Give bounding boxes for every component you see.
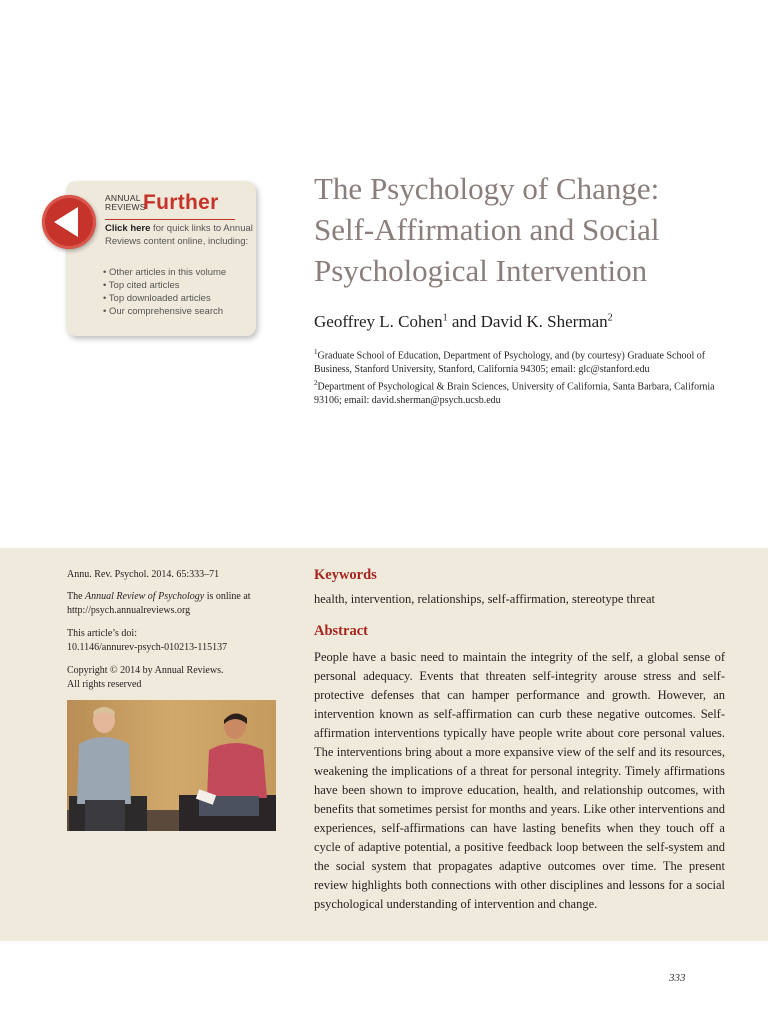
annual-reviews-logo: ANNUAL REVIEWS xyxy=(105,193,146,212)
further-link-search[interactable]: • Our comprehensive search xyxy=(103,306,224,317)
further-divider xyxy=(105,219,235,220)
further-link-other-articles[interactable]: • Other articles in this volume xyxy=(103,267,227,278)
affiliation-2: $^2$Department of Psychological & Brain Sciences, University of California, Santa Barbara, California 93106; email: david.sherman@psych.ucsb.edu xyxy=(314,379,715,407)
page-number: 333 xyxy=(669,972,686,984)
citation: Annu. Rev. Psychol. 2014. 65:333–71 xyxy=(67,569,220,580)
author-video-thumbnail[interactable] xyxy=(67,700,276,831)
online-notice: The Annual Review of Psychology is online at http://psych.annualreviews.org xyxy=(67,591,251,616)
further-label: Further xyxy=(143,191,219,214)
author-list: Geoffrey L. Cohen$^1$ and David K. Sherman$^2$ xyxy=(314,312,613,331)
doi-link[interactable]: 10.1146/annurev-psych-010213-115137 xyxy=(67,642,228,653)
click-here-link[interactable]: Click here xyxy=(105,223,151,234)
further-links-list xyxy=(103,266,226,318)
abstract-heading: Abstract xyxy=(314,623,368,639)
doi-block: This article’s doi: 10.1146/annurev-psych-010213-115137 xyxy=(67,627,287,655)
back-arrow-icon[interactable] xyxy=(42,195,96,249)
article-title: The Psychology of Change: Self-Affirmation and Social Psychological Intervention xyxy=(314,171,660,288)
affiliation-1: $^1$Graduate School of Education, Department of Psychology, and (by courtesy) Graduate School of Business, Stanford University, Stanford, California 94305; email: glc@stanford.edu xyxy=(314,348,706,376)
video-still-image xyxy=(67,700,276,831)
keywords-list: health, intervention, relationships, self-affirmation, stereotype threat xyxy=(314,592,655,606)
abstract-text: People have a basic need to maintain the integrity of the self, a global sense of personal adequacy. Events that threaten self-integrity arouse stress and self-protective defenses that can hamper performance and growth. However, an intervention known as self-affirmation can curb these negative outcomes. Self-affirmation interventions typically have people write about core personal values. The interventions bring about a more expansive view of the self and its resources, weakening the implications of a threat for personal integrity. Timely affirmations have been shown to improve education, health, and relationship outcomes, with benefits that sometimes persist for months and years. Like other interventions and experiences, self-affirmations can have lasting benefits when they touch off a cycle of adaptive potential, a positive feedback loop between the self-system and the social system that propagates adaptive outcomes over time. The present review highlights both connections with other disciplines and lessons for a social psychological understanding of intervention and change. xyxy=(314,650,725,911)
further-link-top-cited[interactable]: • Top cited articles xyxy=(103,280,180,291)
keywords-heading: Keywords xyxy=(314,567,377,583)
further-description: Click here for quick links to Annual Reviews content online, including: xyxy=(105,223,253,247)
copyright-block: Copyright © 2014 by Annual Reviews. All rights reserved xyxy=(67,665,224,690)
further-link-top-downloaded[interactable]: • Top downloaded articles xyxy=(103,293,211,304)
journal-url-link[interactable]: is online at http://psych.annualreviews.org xyxy=(67,591,251,616)
